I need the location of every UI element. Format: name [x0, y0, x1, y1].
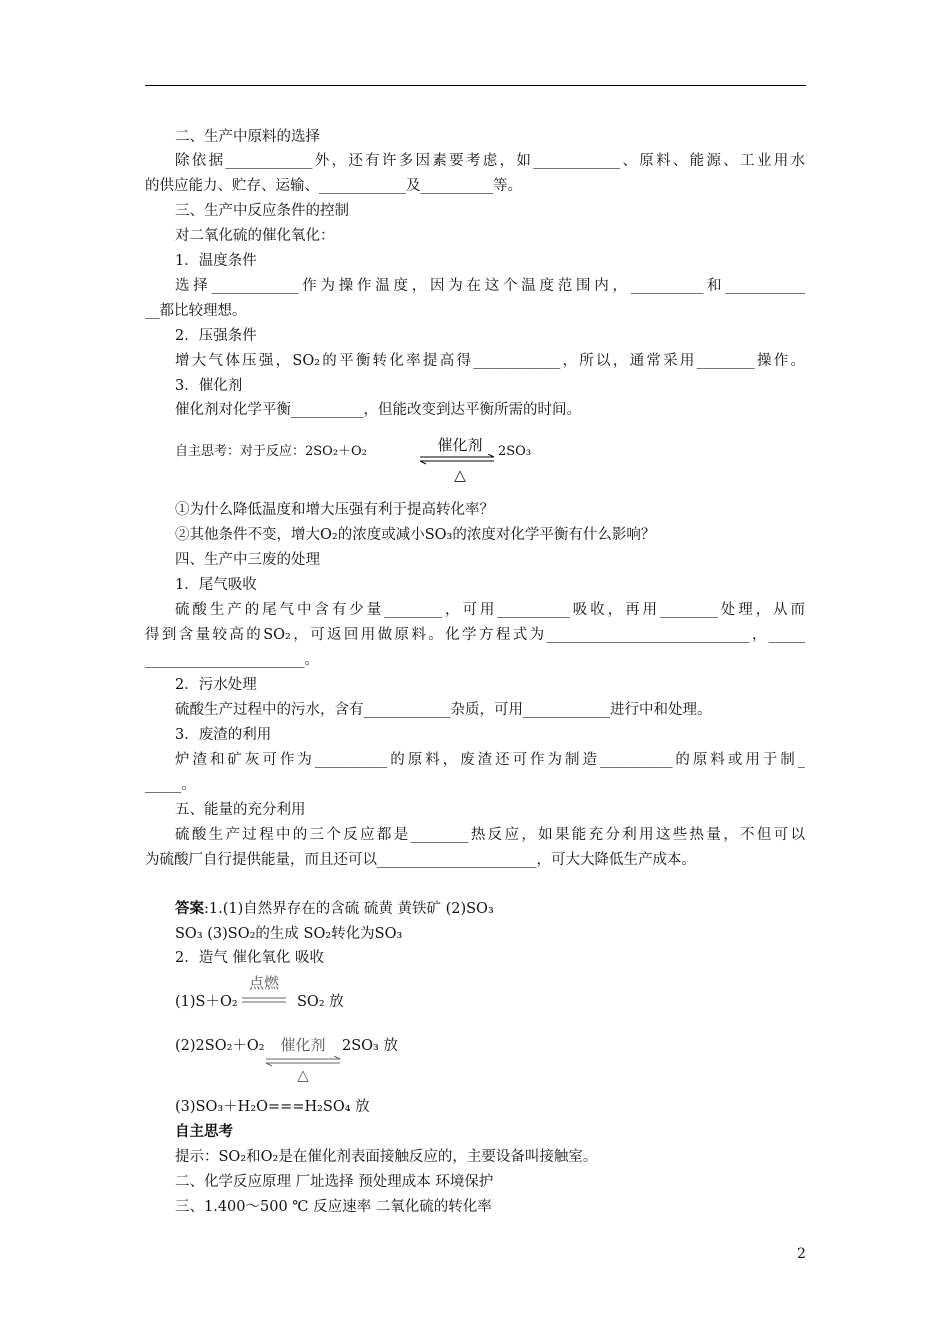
- equals-sign-icon: [242, 996, 288, 1004]
- answer-text: :1.(1)自然界存在的含硫 硫黄 黄铁矿 (2)SO₃: [204, 901, 494, 917]
- paragraph-line: 硫酸生产过程中的三个反应都是________热反应，如果能充分利用这些热量，不但可以: [175, 827, 805, 843]
- answer-line-3: 2．造气 催化氧化 吸收: [175, 950, 324, 966]
- equation-left: 自主思考：对于反应：2SO₂＋O₂: [175, 444, 367, 459]
- paragraph-line: 对二氧化硫的催化氧化：: [175, 228, 335, 244]
- answer-line-1: [175, 899, 494, 919]
- equation-right: SO₂ 放: [297, 994, 344, 1010]
- subheading-pressure: 2．压强条件: [175, 328, 257, 344]
- equation-right: 2SO₃: [498, 444, 532, 459]
- equation-left: (2)2SO₂＋O₂: [175, 1038, 265, 1054]
- answer-line-2: SO₃ (3)SO₂的生成 SO₂转化为SO₃: [175, 926, 403, 942]
- paragraph-line: ______________________。: [145, 652, 319, 668]
- catalyst-label: 催化剂: [437, 436, 483, 454]
- question-2: ②其他条件不变，增大O₂的浓度或减小SO₃的浓度对化学平衡有什么影响？: [175, 527, 656, 543]
- paragraph-line: __都比较理想。: [145, 303, 247, 319]
- answer-line-4: 二、化学反应原理 厂址选择 预处理成本 环境保护: [175, 1174, 494, 1190]
- ignite-label: 点燃: [248, 974, 279, 992]
- paragraph-line: 催化剂对化学平衡__________，但能改变到达平衡所需的时间。: [175, 402, 581, 418]
- heading-waste-treatment: 四、生产中三废的处理: [175, 552, 320, 568]
- paragraph-line: 的供应能力、贮存、运输、____________及__________等。: [145, 178, 522, 194]
- answer-line-5: 三、1.400～500 ℃ 反应速率 二氧化硫的转化率: [175, 1199, 492, 1215]
- think-answer-heading: 自主思考: [175, 1123, 233, 1140]
- subheading-tail-gas: 1．尾气吸收: [175, 577, 257, 593]
- answer-equation-3: (3)SO₃＋H₂O===H₂SO₄ 放: [175, 1099, 370, 1115]
- answer-label: 答案: [175, 900, 204, 917]
- paragraph-line: 硫酸生产过程中的污水，含有____________杂质，可用____________进行中和处理。: [175, 702, 712, 718]
- page-number: 2: [797, 1246, 806, 1262]
- hint-line: 提示：SO₂和O₂是在催化剂表面接触反应的，主要设备叫接触室。: [175, 1149, 598, 1165]
- equation-left: (1)S＋O₂: [175, 994, 238, 1010]
- reversible-arrow-icon: [418, 454, 498, 466]
- heading-energy: 五、能量的充分利用: [175, 802, 306, 818]
- heading-raw-materials: 二、生产中原料的选择: [175, 129, 320, 145]
- heading-reaction-conditions: 三、生产中反应条件的控制: [175, 203, 349, 219]
- catalyst-label: 催化剂: [280, 1036, 326, 1054]
- question-1: ①为什么降低温度和增大压强有利于提高转化率？: [175, 502, 494, 518]
- paragraph-line: 炉渣和矿灰可作为__________的原料，废渣还可作为制造__________的原料或用于制_: [175, 752, 805, 768]
- paragraph-line: _____。: [145, 777, 196, 793]
- paragraph-line: 增大气体压强，SO₂的平衡转化率提高得____________，所以，通常采用________操作。: [175, 353, 805, 369]
- equation-right: 2SO₃ 放: [342, 1038, 398, 1054]
- subheading-slag: 3．废渣的利用: [175, 727, 272, 743]
- subheading-wastewater: 2．污水处理: [175, 677, 257, 693]
- paragraph-line: 为硫酸厂自行提供能量，而且还可以______________________，可大大降低生产成本。: [145, 852, 696, 868]
- paragraph-line: 除依据____________外，还有许多因素要考虑，如____________、原料、能源、工业用水: [175, 153, 805, 169]
- heat-triangle-icon: △: [454, 466, 466, 484]
- subheading-temperature: 1．温度条件: [175, 253, 257, 269]
- paragraph-line: 得到含量较高的SO₂，可返回用做原料。化学方程式为____________________________，_____: [145, 627, 805, 643]
- header-rule: [145, 85, 806, 86]
- heat-triangle-icon: △: [297, 1066, 309, 1084]
- paragraph-line: 选择____________作为操作温度，因为在这个温度范围内，__________和___________: [175, 278, 805, 294]
- paragraph-line: 硫酸生产的尾气中含有少量________，可用__________吸收，再用________处理，从而: [175, 602, 805, 618]
- subheading-catalyst: 3．催化剂: [175, 378, 243, 394]
